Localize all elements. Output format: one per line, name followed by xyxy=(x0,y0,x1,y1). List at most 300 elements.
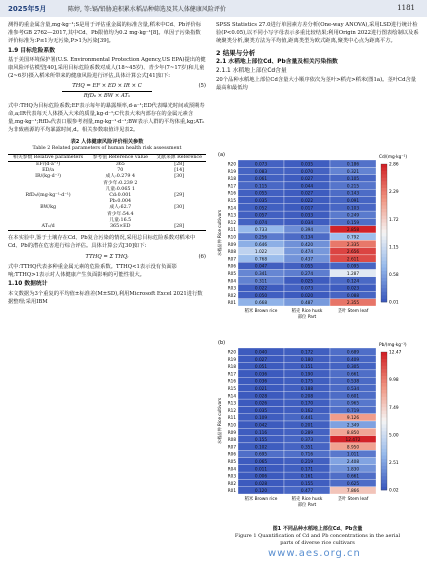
table-cell: [30] xyxy=(174,205,185,211)
cell-value-label: 0.661 xyxy=(346,474,360,480)
cell-value-label: 0.022 xyxy=(300,198,314,204)
cell-value-label: 0.050 xyxy=(254,293,268,299)
row-label: R08 xyxy=(227,437,236,443)
row-label: R09 xyxy=(227,429,236,435)
cell-value-label: 0.256 xyxy=(254,235,268,241)
cell-value-label: 0.274 xyxy=(300,271,314,277)
cell-value-label: 0.061 xyxy=(254,177,268,183)
subsubsection-heading: 2.1.1 水稻地上部位Cd含量 xyxy=(216,68,287,75)
cell-value-label: 0.036 xyxy=(254,372,268,378)
table-cell: 70 xyxy=(117,168,124,174)
cell-value-label: 0.689 xyxy=(346,350,360,356)
cell-value-label: 0.044 xyxy=(300,184,314,190)
scale-gradient-segment xyxy=(381,199,387,203)
scale-gradient-segment xyxy=(381,243,387,247)
table-cell: 儿童:16.5 xyxy=(109,217,132,223)
cell-value-label: 0.091 xyxy=(346,198,360,204)
cell-value-label: 0.289 xyxy=(300,430,314,436)
scale-gradient-segment xyxy=(381,223,387,227)
scale-gradient-segment xyxy=(381,271,387,275)
cell-value-label: 0.474 xyxy=(300,250,314,256)
row-label: R19 xyxy=(227,168,236,174)
row-label: R11 xyxy=(227,415,236,421)
cell-value-label: 0.073 xyxy=(254,162,268,168)
scale-gradient-segment xyxy=(381,483,387,487)
cell-value-label: 0.305 xyxy=(346,365,360,371)
scale-gradient-segment xyxy=(381,400,387,404)
paragraph: 基于美国环境保护署(U.S. Environmental Protection Agency,US EPA)提出的健康风险评估模型[40],采用目标危险系数对成人(18~45岁)、青少年(7~17岁)和儿童(2~6岁)摄入稻米所带来的健康风险进行评估,具体计算公式[41]如下: xyxy=(8,56,206,80)
scale-gradient-segment xyxy=(381,407,387,411)
scale-gradient-segment xyxy=(381,424,387,428)
equation-denominator: RfD₀ × BW × ATₙ xyxy=(83,92,131,99)
row-label: R10 xyxy=(227,234,236,240)
cd-heatmap xyxy=(216,148,419,336)
cell-value-label: 0.151 xyxy=(300,365,314,371)
cell-value-label: 0.394 xyxy=(300,228,314,234)
cell-value-label: 0.035 xyxy=(254,408,268,414)
scale-gradient-segment xyxy=(381,216,387,220)
row-label: R06 xyxy=(227,451,236,457)
scale-gradient-segment xyxy=(381,459,387,463)
scale-gradient-segment xyxy=(381,355,387,359)
table-cell: ATₙ/d xyxy=(8,224,88,231)
cell-value-label: 9.126 xyxy=(346,416,360,422)
table-cell: Cd:0.001 xyxy=(109,193,132,199)
cell-value-label: 0.441 xyxy=(300,416,314,422)
cell-value-label: 0.373 xyxy=(300,438,314,444)
cell-value-label: 0.155 xyxy=(300,481,314,487)
cell-value-label: 0.033 xyxy=(300,213,314,219)
cell-value-label: 0.023 xyxy=(346,286,360,292)
scale-tick-label: 5.00 xyxy=(389,433,399,439)
row-label: R13 xyxy=(227,212,236,218)
scale-gradient-segment xyxy=(381,202,387,206)
scale-gradient-segment xyxy=(381,421,387,425)
x-tick-label: 稻米 Brown rice xyxy=(244,497,278,502)
cell-value-label: 0.768 xyxy=(254,257,268,263)
cell-value-label: 0.625 xyxy=(346,481,360,487)
paragraph: 在本实验中,鉴于土壤存在Cd、Pb复合污染的情况,采用总目标危险系数对稻米中Cd、Pb的潜在危害进行综合评估。具体计算公式[30]如下: xyxy=(8,235,196,250)
row-label: R01 xyxy=(227,300,236,306)
scale-gradient-segment xyxy=(381,292,387,296)
cell-value-label: 1.011 xyxy=(346,452,360,458)
scale-tick-label: 0.02 xyxy=(389,488,399,494)
row-label: R06 xyxy=(227,263,236,269)
row-label: R07 xyxy=(227,444,236,450)
cell-value-label: 0.170 xyxy=(300,401,314,407)
section-heading: 2 结果与分析 xyxy=(216,48,256,57)
cell-value-label: 0.052 xyxy=(254,206,268,212)
row-label: R10 xyxy=(227,422,236,428)
scale-gradient-segment xyxy=(381,397,387,401)
row-label: R14 xyxy=(227,205,236,211)
scale-gradient-segment xyxy=(381,174,387,178)
scale-gradient-segment xyxy=(381,192,387,196)
scale-gradient-segment xyxy=(381,431,387,435)
table-cell: EF/(d·a⁻¹) xyxy=(36,162,61,168)
cell-value-label: 0.716 xyxy=(300,452,314,458)
scale-tick-label: 2.29 xyxy=(389,190,399,196)
cell-value-label: 0.047 xyxy=(254,264,268,270)
section-heading: 1.10 数据统计 xyxy=(8,281,48,288)
scale-tick-label: 2.86 xyxy=(389,162,399,168)
cell-value-label: 0.055 xyxy=(300,264,314,270)
cell-value-label: 0.102 xyxy=(254,445,268,451)
scale-gradient-segment xyxy=(381,387,387,391)
table-cell: BW/kg xyxy=(40,205,57,211)
scale-tick-label: 7.49 xyxy=(389,405,399,411)
scale-gradient-segment xyxy=(381,295,387,299)
cell-value-label: 0.025 xyxy=(300,279,314,285)
subsection-heading: 2.1 水稻地上部位Cd、Pb含量及相关污染指数 xyxy=(216,58,338,65)
parameter-table xyxy=(8,154,206,231)
scale-gradient-segment xyxy=(381,462,387,466)
scale-gradient-segment xyxy=(381,359,387,363)
scale-gradient-segment xyxy=(381,469,387,473)
cell-value-label: 0.022 xyxy=(254,286,268,292)
scale-tick-label: 0.58 xyxy=(389,273,399,278)
row-label: R03 xyxy=(227,285,236,291)
cell-value-label: 0.162 xyxy=(300,408,314,414)
scale-gradient-segment xyxy=(381,195,387,199)
paragraph: SPSS Statistics 27.0进行单因素方差分析(One-way ANOVA),采用LSD进行统计检验(P<0.05),以不同小写字母表示多重比较结果;利用Origin 2022进行图表绘制以及系统聚类分析,聚类方法为平均值,距离类型为欧式距离,聚类中心点为距离平方。 xyxy=(216,22,419,45)
scale-gradient-segment xyxy=(381,473,387,477)
cell-value-label: 0.021 xyxy=(254,386,268,392)
row-label: R15 xyxy=(227,385,236,391)
row-label: R18 xyxy=(227,364,236,370)
cell-value-label: 0.124 xyxy=(346,279,360,285)
scale-gradient-segment xyxy=(381,393,387,397)
equation-body: TTHQ = Σ THQᵢ xyxy=(85,253,129,260)
scale-gradient-segment xyxy=(381,442,387,446)
scale-gradient-segment xyxy=(381,366,387,370)
scale-gradient-segment xyxy=(381,390,387,394)
scale-gradient-segment xyxy=(381,257,387,261)
cell-value-label: 0.186 xyxy=(346,162,360,168)
cell-value-label: 0.437 xyxy=(300,257,314,263)
row-label: R09 xyxy=(227,241,236,247)
row-label: R20 xyxy=(227,349,236,355)
table-cell: Pb:0.004 xyxy=(109,199,132,205)
scale-gradient-segment xyxy=(381,414,387,418)
cell-value-label: 0.027 xyxy=(300,191,314,197)
cell-value-label: 8.850 xyxy=(346,430,360,436)
scale-gradient-segment xyxy=(381,178,387,182)
cell-value-label: 0.103 xyxy=(346,206,360,212)
scale-gradient-segment xyxy=(381,264,387,268)
cell-value-label: 0.719 xyxy=(346,408,360,414)
cell-value-label: 0.115 xyxy=(254,184,268,190)
cell-value-label: 2.335 xyxy=(346,242,360,248)
table-cell: RfD₀/(mg·kg⁻¹·d⁻¹) xyxy=(25,193,71,199)
cell-value-label: 0.035 xyxy=(254,198,268,204)
scale-gradient-segment xyxy=(381,428,387,432)
scale-gradient-segment xyxy=(381,188,387,192)
row-label: R01 xyxy=(227,488,236,494)
scale-gradient-segment xyxy=(381,285,387,289)
cell-value-label: 0.477 xyxy=(300,489,314,495)
scale-gradient-segment xyxy=(381,250,387,254)
cell-value-label: 7.866 xyxy=(346,489,360,495)
table-cell: 青少年:0.239 2 xyxy=(103,180,138,186)
cell-value-label: 0.116 xyxy=(254,430,268,436)
running-title: 陈婷, 等:镉/铅胁迫积累水稻品种筛选及其人体健康风险评价 xyxy=(68,6,226,13)
x-tick-label: 稻壳 Rice husk xyxy=(291,309,323,314)
cell-value-label: 2.408 xyxy=(346,459,360,465)
cell-value-label: 1.830 xyxy=(346,467,360,473)
cell-value-label: 0.188 xyxy=(300,386,314,392)
row-label: R17 xyxy=(227,183,236,189)
table-row xyxy=(8,174,206,180)
row-label: R13 xyxy=(227,400,236,406)
scale-tick-label: 12.47 xyxy=(389,350,402,356)
scale-gradient-segment xyxy=(381,418,387,422)
row-label: R05 xyxy=(227,458,236,464)
scale-gradient-segment xyxy=(381,466,387,470)
scale-title: Pb/(mg·kg⁻¹) xyxy=(379,343,407,348)
table-header-cell: 文献来源 Reference xyxy=(152,154,206,161)
cell-value-label: 0.143 xyxy=(346,191,360,197)
cell-value-label: 0.074 xyxy=(254,220,268,226)
x-tick-label: 稻壳 Rice husk xyxy=(291,497,323,502)
scale-gradient-segment xyxy=(381,373,387,377)
scale-gradient-segment xyxy=(381,435,387,439)
scale-gradient-segment xyxy=(381,230,387,234)
table-caption-cn: 表2 人体健康风险评价相关参数 xyxy=(70,138,144,145)
scale-gradient-segment xyxy=(381,438,387,442)
cell-value-label: 0.011 xyxy=(254,467,268,473)
row-label: R02 xyxy=(227,480,236,486)
table-cell: 成人:0.279 4 xyxy=(105,174,136,180)
y-axis-title: 水稻品种 Rice cultivars xyxy=(217,209,222,257)
cell-value-label: 0.155 xyxy=(254,438,268,444)
pb-heatmap xyxy=(216,336,419,524)
equation-numerator: THQ = EF × ED × IR × C xyxy=(72,83,142,90)
table-cell: IR/(kg·d⁻¹) xyxy=(35,174,62,180)
row-label: R04 xyxy=(227,466,236,472)
cell-value-label: 1.287 xyxy=(346,271,360,277)
equation-number: (5) xyxy=(198,83,206,90)
cell-value-label: 0.601 xyxy=(346,394,360,400)
scale-gradient-segment xyxy=(381,236,387,240)
equation-6 xyxy=(8,253,206,261)
cell-value-label: 0.341 xyxy=(254,271,268,277)
scale-gradient-segment xyxy=(381,212,387,216)
cell-value-label: 0.180 xyxy=(300,357,314,363)
x-tick-label: 茎叶 Stem leaf xyxy=(337,497,369,502)
cell-value-label: 0.171 xyxy=(300,467,314,473)
scale-gradient-segment xyxy=(381,452,387,456)
row-label: R05 xyxy=(227,270,236,276)
row-label: R12 xyxy=(227,407,236,413)
cell-value-label: 8.950 xyxy=(346,445,360,451)
cell-value-label: 0.534 xyxy=(346,386,360,392)
x-axis-title: 部位 Part xyxy=(297,315,317,320)
cell-value-label: 0.219 xyxy=(300,459,314,465)
cell-value-label: 2.611 xyxy=(346,257,360,263)
scale-tick-label: 0.01 xyxy=(389,300,399,306)
scale-gradient-segment xyxy=(381,209,387,213)
scale-gradient-segment xyxy=(381,219,387,223)
row-label: R14 xyxy=(227,393,236,399)
cell-value-label: 0.172 xyxy=(300,350,314,356)
cell-value-label: 0.020 xyxy=(300,293,314,299)
scale-gradient-segment xyxy=(381,369,387,373)
scale-gradient-segment xyxy=(381,268,387,272)
cell-value-label: 0.028 xyxy=(254,394,268,400)
cell-value-label: 0.646 xyxy=(254,242,268,248)
table-cell: 365×ED xyxy=(88,224,152,231)
table-cell: [14] xyxy=(174,168,185,174)
cell-value-label: 0.027 xyxy=(254,357,268,363)
cell-value-label: 0.027 xyxy=(300,177,314,183)
cell-value-label: 0.034 xyxy=(300,220,314,226)
table-cell: [29] xyxy=(174,193,185,199)
scale-gradient-segment xyxy=(381,240,387,244)
cell-value-label: 0.120 xyxy=(254,489,268,495)
scale-gradient-segment xyxy=(381,449,387,453)
row-label: R07 xyxy=(227,256,236,262)
cell-value-label: 0.215 xyxy=(346,184,360,190)
cell-value-label: 0.351 xyxy=(300,445,314,451)
figure-caption-en-2: parts of diverse rice cultivars xyxy=(280,539,355,546)
cell-value-label: 1.022 xyxy=(254,250,268,256)
cell-value-label: 0.057 xyxy=(254,213,268,219)
x-tick-label: 稻米 Brown rice xyxy=(244,309,278,314)
scale-gradient-segment xyxy=(381,226,387,230)
cell-value-label: 0.095 xyxy=(346,264,360,270)
x-tick-label: 茎叶 Stem leaf xyxy=(337,309,369,314)
cell-value-label: 2.656 xyxy=(346,250,360,256)
row-label: R11 xyxy=(227,227,236,233)
scale-gradient-segment xyxy=(381,476,387,480)
scale-gradient-segment xyxy=(381,164,387,168)
scale-title: Cd/(mg·kg⁻¹) xyxy=(379,155,408,160)
figure-caption-cn: 图1 不同品种水稻地上部位Cd、Pb含量 xyxy=(272,526,363,532)
row-label: R17 xyxy=(227,371,236,377)
cell-value-label: 0.036 xyxy=(254,379,268,385)
scale-gradient-segment xyxy=(381,171,387,175)
cell-value-label: 0.134 xyxy=(300,235,314,241)
cell-value-label: 0.208 xyxy=(300,394,314,400)
equation-number: (6) xyxy=(198,253,206,260)
paragraph: 本文数据为3个重复的平均值±标准差(M±SD),利用Microsoft Excel 2021进行数据整理;采用IBM xyxy=(8,290,203,305)
scale-gradient-segment xyxy=(381,233,387,237)
cell-value-label: 0.311 xyxy=(254,279,268,285)
scale-gradient-segment xyxy=(381,181,387,185)
scale-gradient-segment xyxy=(381,445,387,449)
cell-value-label: 0.733 xyxy=(254,228,268,234)
cell-value-label: 0.006 xyxy=(254,474,268,480)
scale-gradient-segment xyxy=(381,261,387,265)
cell-value-label: 0.190 xyxy=(300,372,314,378)
paragraph: 式中:THQ为目标危险系数;EF表示每年的暴露频率,d·a⁻¹;ED代表曝光时间或预期寿命,a;IR代表每天人体摄入大米的质量,kg·d⁻¹;C代表大米内部存在的金属元素含量,mg·kg⁻¹;RfD₀代表口服参考剂量,mg·kg⁻¹·d⁻¹;BW表示人群的平均体重,kg;ATₙ为非致癌源的平均暴露时间,d。相关参数取值详见表2。 xyxy=(8,102,205,134)
scale-gradient-segment xyxy=(381,411,387,415)
cell-value-label: 12.472 xyxy=(345,438,361,444)
cell-value-label: 0.065 xyxy=(254,459,268,465)
table-cell: 成人:62.7 xyxy=(109,205,132,211)
cell-value-label: 0.201 xyxy=(300,423,314,429)
table-cell: 365 xyxy=(115,162,125,168)
table-header-cell: 相关参数 Relative parameters xyxy=(8,154,88,161)
table-header-cell: 参考值 Reference value xyxy=(88,154,152,161)
row-label: R20 xyxy=(227,161,236,167)
cell-value-label: 0.035 xyxy=(300,162,314,168)
figure-caption xyxy=(216,526,419,546)
scale-gradient-segment xyxy=(381,362,387,366)
cell-value-label: 2.355 xyxy=(346,301,360,307)
scale-gradient-segment xyxy=(381,281,387,285)
cell-value-label: 0.965 xyxy=(346,401,360,407)
section-heading: 1.9 目标危险系数 xyxy=(8,47,56,54)
scale-gradient-segment xyxy=(381,205,387,209)
table-caption-en: Table 2 Related parameters of human health risk assessment xyxy=(32,145,182,151)
scale-gradient-segment xyxy=(381,254,387,258)
issue-date: 2025年5月 xyxy=(8,5,47,13)
row-label: R02 xyxy=(227,292,236,298)
cell-value-label: 0.109 xyxy=(254,416,268,422)
scale-tick-label: 1.15 xyxy=(389,245,399,251)
scale-tick-label: 9.98 xyxy=(389,378,399,384)
table-cell: [28] xyxy=(152,224,206,231)
row-label: R04 xyxy=(227,278,236,284)
x-axis-title: 部位 Part xyxy=(297,503,317,508)
cell-value-label: 0.051 xyxy=(254,365,268,371)
scale-gradient-segment xyxy=(381,278,387,282)
cell-value-label: 0.695 xyxy=(254,452,268,458)
equation-5 xyxy=(8,82,206,99)
journal-watermark: www.aes.org.cn xyxy=(268,548,361,559)
table-cell: 儿童:0.065 1 xyxy=(105,186,136,192)
cell-value-label: 0.409 xyxy=(346,357,360,363)
cell-value-label: 0.661 xyxy=(346,372,360,378)
paragraph: 测得的重金属含量,mg·kg⁻¹;S是用于评估重金属的标准含量,稻米中Cd、Pb评价标准参考GB 2762—2017,其中Cd、Pb限值均为0.2 mg·kg⁻¹[8]。单因子污染指数评价标准为:P≤1为无污染,P>1为污染[39]。 xyxy=(8,22,202,45)
table-cell: [30] xyxy=(174,174,185,180)
scale-tick-label: 2.51 xyxy=(389,461,399,466)
row-label: R08 xyxy=(227,249,236,255)
row-label: R16 xyxy=(227,190,236,196)
scale-gradient-segment xyxy=(381,404,387,408)
cell-value-label: 2.858 xyxy=(346,228,360,234)
scale-tick-label: 1.72 xyxy=(389,217,399,223)
scale-gradient-segment xyxy=(381,274,387,278)
cell-value-label: 0.073 xyxy=(300,286,314,292)
cell-value-label: 0.026 xyxy=(254,401,268,407)
heatmap-panel-a xyxy=(216,148,419,336)
page-number: 1181 xyxy=(397,4,415,12)
scale-gradient-segment xyxy=(381,247,387,251)
cell-value-label: 0.538 xyxy=(346,379,360,385)
row-label: R18 xyxy=(227,176,236,182)
row-label: R16 xyxy=(227,378,236,384)
cell-value-label: 0.321 xyxy=(346,169,360,175)
scale-gradient-segment xyxy=(381,299,387,303)
cell-value-label: 0.055 xyxy=(254,191,268,197)
scale-gradient-segment xyxy=(381,380,387,384)
scale-gradient-segment xyxy=(381,383,387,387)
scale-gradient-segment xyxy=(381,288,387,292)
figure-caption-en-1: Figure 1 Quantification of Cd and Pb concentrations in the aerial xyxy=(234,532,401,539)
scale-gradient-segment xyxy=(381,487,387,491)
cell-value-label: 0.175 xyxy=(300,379,314,385)
cell-value-label: 0.487 xyxy=(300,301,314,307)
cell-value-label: 0.042 xyxy=(254,423,268,429)
row-label: R19 xyxy=(227,356,236,362)
scale-gradient-segment xyxy=(381,376,387,380)
cell-value-label: 0.028 xyxy=(254,481,268,487)
heatmap-panel-b xyxy=(216,336,419,524)
scale-gradient-segment xyxy=(381,167,387,171)
